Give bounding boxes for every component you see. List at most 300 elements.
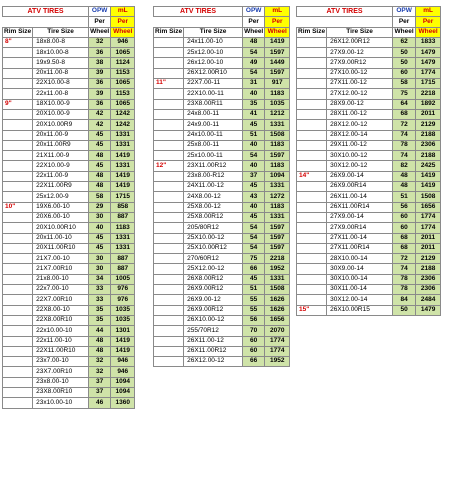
rim-size-cell — [3, 295, 33, 305]
rim-size-cell — [154, 171, 184, 181]
tire-size-cell: 22X11.00R10 — [33, 346, 89, 356]
tire-size-cell: 27X10.00-12 — [327, 68, 393, 78]
rim-size-cell — [297, 192, 327, 202]
ml-cell: 1035 — [111, 315, 135, 325]
table-row — [154, 182, 290, 192]
opw-cell: 30 — [89, 212, 111, 222]
ml-cell: 1656 — [265, 315, 290, 325]
rim-size-cell — [154, 346, 184, 356]
table-row — [3, 254, 135, 264]
rim-size-cell — [154, 305, 184, 315]
tire-size-cell: 26X9.00R12 — [184, 285, 243, 295]
table-row — [3, 387, 135, 397]
tire-size-cell: 25x12.00-10 — [184, 48, 243, 58]
tire-size-cell: 30X12.00-14 — [327, 295, 393, 305]
ml-cell: 1597 — [265, 233, 290, 243]
rim-size-cell — [297, 120, 327, 130]
tire-size-cell: 23X11.00R12 — [184, 161, 243, 171]
tire-size-cell: 24x10.00-11 — [184, 130, 243, 140]
tire-size-cell: 22X8.00R10 — [33, 315, 89, 325]
rim-size-cell — [297, 37, 327, 47]
tire-size-cell: 25X8.00-12 — [184, 202, 243, 212]
ml-cell: 1419 — [416, 171, 441, 181]
tire-size-cell: 24X11.00-12 — [184, 182, 243, 192]
ml-cell: 1479 — [416, 58, 441, 68]
opw-cell: 75 — [393, 89, 416, 99]
rim-size-cell — [297, 58, 327, 68]
table-row — [297, 151, 441, 161]
table-row — [297, 109, 441, 119]
table-row — [154, 346, 290, 356]
ml-cell: 1005 — [111, 274, 135, 284]
header-row-per — [297, 17, 441, 27]
header-row-title — [297, 7, 441, 17]
rim-size-cell — [3, 285, 33, 295]
table-row — [154, 254, 290, 264]
ml-cell: 2218 — [265, 254, 290, 264]
rim-size-cell: 11" — [154, 79, 184, 89]
table-row — [297, 37, 441, 47]
rim-size-cell — [3, 140, 33, 150]
opw-cell: 74 — [393, 130, 416, 140]
opw-cell: 50 — [393, 58, 416, 68]
rim-size-cell — [154, 315, 184, 325]
ml-cell: 1331 — [265, 274, 290, 284]
ml-cell: 2070 — [265, 326, 290, 336]
rim-size-cell — [297, 182, 327, 192]
table-row — [3, 346, 135, 356]
opw-cell: 41 — [243, 109, 265, 119]
opw-cell: 40 — [89, 223, 111, 233]
table-row — [154, 89, 290, 99]
tire-size-cell: 26X9.00R12 — [184, 305, 243, 315]
opw-cell: 37 — [89, 377, 111, 387]
opw-cell: 32 — [89, 367, 111, 377]
rim-size-cell — [3, 48, 33, 58]
opw-cell: 58 — [393, 79, 416, 89]
ml-cell: 1094 — [265, 171, 290, 181]
tire-table-panel-1 — [2, 6, 135, 409]
opw-cell: 48 — [89, 171, 111, 181]
rim-size-cell — [3, 89, 33, 99]
opw-cell: 54 — [243, 151, 265, 161]
rim-size-cell — [154, 192, 184, 202]
tire-size-cell: 19x9.50-8 — [33, 58, 89, 68]
ml-cell: 1449 — [265, 58, 290, 68]
opw-cell: 54 — [243, 243, 265, 253]
rim-size-cell — [297, 151, 327, 161]
opw-cell: 48 — [243, 37, 265, 47]
rim-size-cell — [297, 140, 327, 150]
tire-size-cell: 25X12.00-12 — [184, 264, 243, 274]
table-row — [297, 171, 441, 181]
tire-size-cell: 22X7.00R10 — [33, 295, 89, 305]
tire-size-cell: 22X10.00-8 — [33, 79, 89, 89]
ml-cell: 946 — [111, 367, 135, 377]
tire-size-cell: 26x12.00-10 — [184, 58, 243, 68]
table-row — [154, 151, 290, 161]
ml-cell: 1419 — [111, 171, 135, 181]
table-row — [3, 48, 135, 58]
rim-size-cell — [3, 346, 33, 356]
rim-size-cell — [297, 243, 327, 253]
tire-size-cell: 25x10.00-11 — [184, 151, 243, 161]
rim-size-cell — [3, 243, 33, 253]
opw-cell: 45 — [89, 161, 111, 171]
rim-size-cell — [3, 387, 33, 397]
opw-cell: 72 — [393, 120, 416, 130]
opw-cell: 51 — [243, 285, 265, 295]
ml-cell: 1597 — [265, 223, 290, 233]
opw-cell: 55 — [243, 295, 265, 305]
tire-size-cell: 26X9.00-12 — [184, 295, 243, 305]
ml-cell: 1597 — [265, 243, 290, 253]
ml-header: mL — [111, 7, 135, 17]
rim-size-cell — [154, 202, 184, 212]
tire-size-cell: 22x10.00-10 — [33, 326, 89, 336]
rim-size-cell — [297, 264, 327, 274]
tire-size-cell: 18x8.00-8 — [33, 37, 89, 47]
table-row — [154, 285, 290, 295]
tire-size-header: Tire Size — [184, 27, 243, 37]
rim-size-cell — [154, 109, 184, 119]
ml-cell: 1419 — [111, 151, 135, 161]
ml-cell: 1952 — [265, 264, 290, 274]
opw-per: Per — [393, 17, 416, 27]
tire-size-cell: 22x11.00-9 — [33, 171, 89, 181]
tire-size-cell: 28X12.00-14 — [327, 130, 393, 140]
opw-cell: 43 — [243, 192, 265, 202]
header-spacer — [297, 17, 393, 27]
tire-size-cell: 27X12.00-12 — [327, 89, 393, 99]
tire-size-cell: 21X11.00-9 — [33, 151, 89, 161]
ml-cell: 1331 — [265, 182, 290, 192]
ml-cell: 1479 — [416, 305, 441, 315]
rim-size-cell — [297, 212, 327, 222]
rim-size-cell — [3, 171, 33, 181]
tire-size-header: Tire Size — [33, 27, 89, 37]
opw-cell: 39 — [89, 68, 111, 78]
opw-cell: 70 — [243, 326, 265, 336]
tire-size-cell: 22X10.00-9 — [33, 161, 89, 171]
tire-size-cell: 25x8.00-11 — [184, 140, 243, 150]
rim-size-cell — [3, 336, 33, 346]
rim-size-cell — [154, 140, 184, 150]
ml-cell: 2306 — [416, 274, 441, 284]
ml-cell: 1597 — [265, 151, 290, 161]
rim-size-cell — [154, 182, 184, 192]
ml-cell: 1715 — [111, 192, 135, 202]
ml-cell: 1479 — [416, 48, 441, 58]
opw-cell: 60 — [393, 68, 416, 78]
ml-cell: 1124 — [111, 58, 135, 68]
header-row-title — [154, 7, 290, 17]
table-row — [154, 212, 290, 222]
tire-size-cell: 27X11.00R14 — [327, 243, 393, 253]
ml-cell: 1419 — [111, 346, 135, 356]
ml-header: mL — [265, 7, 290, 17]
ml-cell: 1774 — [416, 68, 441, 78]
opw-cell: 66 — [243, 264, 265, 274]
rim-size-cell — [3, 233, 33, 243]
table-row — [3, 295, 135, 305]
ml-cell: 2306 — [416, 285, 441, 295]
tire-size-cell: 19X6.00-10 — [33, 202, 89, 212]
opw-cell: 36 — [89, 48, 111, 58]
opw-cell: 68 — [393, 109, 416, 119]
opw-wheel: Wheel — [393, 27, 416, 37]
opw-cell: 48 — [89, 346, 111, 356]
opw-header: OPW — [393, 7, 416, 17]
opw-cell: 74 — [393, 264, 416, 274]
table-row — [3, 130, 135, 140]
table-row — [297, 48, 441, 58]
rim-size-cell — [154, 326, 184, 336]
tire-size-cell: 26X8.00R12 — [184, 274, 243, 284]
ml-cell: 1035 — [111, 305, 135, 315]
ml-cell: 1183 — [265, 202, 290, 212]
opw-cell: 36 — [89, 99, 111, 109]
opw-cell: 56 — [243, 315, 265, 325]
tire-size-cell: 23x7.00-10 — [33, 357, 89, 367]
rim-size-cell — [3, 212, 33, 222]
tire-size-cell: 22X10.00-11 — [184, 89, 243, 99]
table-row — [297, 285, 441, 295]
table-row — [3, 151, 135, 161]
tire-size-cell: 24X8.00-12 — [184, 192, 243, 202]
rim-size-cell — [3, 274, 33, 284]
opw-cell: 54 — [243, 233, 265, 243]
rim-size-cell — [3, 264, 33, 274]
tire-size-cell: 30X10.00-14 — [327, 274, 393, 284]
table-row — [297, 79, 441, 89]
opw-cell: 46 — [89, 398, 111, 408]
table-row — [3, 315, 135, 325]
rim-size-cell — [154, 99, 184, 109]
opw-cell: 40 — [243, 89, 265, 99]
table-row — [3, 161, 135, 171]
opw-cell: 75 — [243, 254, 265, 264]
tire-size-cell: 22x11.00-10 — [33, 336, 89, 346]
table-row — [3, 182, 135, 192]
tire-size-cell: 25X8.00R12 — [184, 212, 243, 222]
tire-size-cell: 28X12.00-12 — [327, 120, 393, 130]
ml-cell: 1183 — [111, 223, 135, 233]
table-row — [297, 58, 441, 68]
table-row — [297, 68, 441, 78]
ml-cell: 1774 — [416, 212, 441, 222]
rim-size-cell — [3, 120, 33, 130]
opw-cell: 64 — [393, 99, 416, 109]
rim-size-cell — [154, 243, 184, 253]
opw-cell: 32 — [89, 357, 111, 367]
tire-size-cell: 18x10.00-8 — [33, 48, 89, 58]
ml-cell: 2484 — [416, 295, 441, 305]
rim-size-cell — [3, 109, 33, 119]
tire-size-cell: 23x10.00-10 — [33, 398, 89, 408]
rim-size-cell — [3, 182, 33, 192]
opw-cell: 45 — [243, 182, 265, 192]
tire-size-cell: 21X7.00-10 — [33, 254, 89, 264]
opw-cell: 50 — [393, 305, 416, 315]
table-row — [3, 202, 135, 212]
tire-size-cell: 25X10.00-12 — [184, 233, 243, 243]
rim-size-cell — [3, 192, 33, 202]
opw-cell: 37 — [243, 171, 265, 181]
ml-cell: 1508 — [416, 192, 441, 202]
opw-cell: 40 — [243, 202, 265, 212]
opw-cell: 34 — [89, 274, 111, 284]
ml-cell: 1153 — [111, 89, 135, 99]
rim-size-cell: 12" — [154, 161, 184, 171]
table-row — [297, 89, 441, 99]
opw-cell: 84 — [393, 295, 416, 305]
tire-size-cell: 22X8.00-10 — [33, 305, 89, 315]
tire-size-cell: 22X11.00R9 — [33, 182, 89, 192]
table-row — [297, 305, 441, 315]
rim-size-cell — [154, 336, 184, 346]
ml-cell: 1419 — [416, 182, 441, 192]
tire-size-cell: 23X8.00R11 — [184, 99, 243, 109]
table-row — [297, 120, 441, 130]
ml-cell: 1774 — [265, 336, 290, 346]
table-row — [3, 367, 135, 377]
ml-cell: 1153 — [111, 68, 135, 78]
table-row — [3, 37, 135, 47]
rim-size-cell — [3, 326, 33, 336]
rim-size-cell — [154, 254, 184, 264]
rim-size-cell — [297, 285, 327, 295]
rim-size-cell: 10" — [3, 202, 33, 212]
tire-size-cell: 22x11.00-8 — [33, 89, 89, 99]
ml-cell: 1331 — [111, 161, 135, 171]
opw-cell: 48 — [393, 182, 416, 192]
tire-size-cell: 24x8.00-11 — [184, 109, 243, 119]
ml-cell: 858 — [111, 202, 135, 212]
opw-per: Per — [89, 17, 111, 27]
tire-size-cell: 28X9.00-12 — [327, 99, 393, 109]
table-row — [3, 140, 135, 150]
opw-cell: 78 — [393, 140, 416, 150]
ml-cell: 1360 — [111, 398, 135, 408]
opw-cell: 33 — [89, 285, 111, 295]
rim-size-cell — [154, 274, 184, 284]
opw-cell: 45 — [89, 130, 111, 140]
tire-size-cell: 28X11.00-12 — [327, 109, 393, 119]
tire-table-panel-2 — [153, 6, 290, 367]
table-row — [154, 295, 290, 305]
table-row — [3, 109, 135, 119]
ml-cell: 1626 — [265, 295, 290, 305]
table-row — [297, 223, 441, 233]
tire-size-cell: 20X11.00R10 — [33, 243, 89, 253]
tire-size-cell: 27X11.00-14 — [327, 233, 393, 243]
rim-size-cell — [297, 274, 327, 284]
rim-size-cell — [154, 37, 184, 47]
ml-cell: 2188 — [416, 264, 441, 274]
ml-cell: 1094 — [111, 387, 135, 397]
table-row — [154, 48, 290, 58]
opw-cell: 44 — [89, 326, 111, 336]
opw-cell: 42 — [89, 120, 111, 130]
opw-header: OPW — [89, 7, 111, 17]
opw-cell: 35 — [243, 99, 265, 109]
ml-cell: 1094 — [111, 377, 135, 387]
ml-cell: 2129 — [416, 254, 441, 264]
rim-size-cell — [3, 68, 33, 78]
opw-cell: 78 — [393, 285, 416, 295]
opw-cell: 60 — [243, 346, 265, 356]
table-row — [154, 315, 290, 325]
rim-size-cell — [3, 377, 33, 387]
ml-cell: 946 — [111, 357, 135, 367]
ml-cell: 1508 — [265, 130, 290, 140]
tire-size-cell: 26X12.00R10 — [184, 68, 243, 78]
ml-cell: 976 — [111, 295, 135, 305]
tire-size-cell: 20X10.00R10 — [33, 223, 89, 233]
tire-table-panel-3 — [296, 6, 441, 316]
ml-cell: 917 — [265, 79, 290, 89]
opw-cell: 68 — [393, 233, 416, 243]
ml-cell: 1331 — [111, 233, 135, 243]
ml-cell: 1597 — [265, 48, 290, 58]
opw-cell: 62 — [393, 37, 416, 47]
rim-size-cell — [154, 120, 184, 130]
ml-cell: 1597 — [265, 68, 290, 78]
ml-cell: 1065 — [111, 79, 135, 89]
table-row — [297, 192, 441, 202]
tire-size-cell: 20x11.00-8 — [33, 68, 89, 78]
opw-cell: 48 — [89, 336, 111, 346]
rim-size-cell — [154, 233, 184, 243]
ml-cell: 1656 — [416, 202, 441, 212]
table-row — [3, 79, 135, 89]
ml-cell: 1212 — [265, 109, 290, 119]
rim-size-cell — [3, 58, 33, 68]
table-row — [297, 264, 441, 274]
ml-cell: 2129 — [416, 120, 441, 130]
rim-size-cell — [154, 130, 184, 140]
table-row — [154, 305, 290, 315]
opw-cell: 29 — [89, 202, 111, 212]
table-row — [154, 192, 290, 202]
ml-per: Per — [111, 17, 135, 27]
rim-size-cell — [297, 68, 327, 78]
table-row — [3, 212, 135, 222]
opw-cell: 51 — [243, 130, 265, 140]
table-row — [3, 192, 135, 202]
tire-size-cell: 25X10.00R12 — [184, 243, 243, 253]
header-row-columns — [297, 27, 441, 37]
opw-cell: 66 — [243, 357, 265, 367]
ml-cell: 1419 — [111, 336, 135, 346]
ml-cell: 1331 — [111, 130, 135, 140]
table-row — [154, 336, 290, 346]
table-row — [3, 357, 135, 367]
rim-size-cell — [3, 254, 33, 264]
tire-size-cell: 30X9.00-14 — [327, 264, 393, 274]
header-spacer — [3, 17, 89, 27]
ml-per: Per — [265, 17, 290, 27]
rim-size-cell: 8" — [3, 37, 33, 47]
rim-size-cell — [297, 99, 327, 109]
opw-cell: 42 — [89, 109, 111, 119]
ml-cell: 1301 — [111, 326, 135, 336]
table-row — [3, 223, 135, 233]
tire-size-cell: 20x11.00R9 — [33, 140, 89, 150]
ml-cell: 2188 — [416, 130, 441, 140]
rim-size-cell — [3, 79, 33, 89]
